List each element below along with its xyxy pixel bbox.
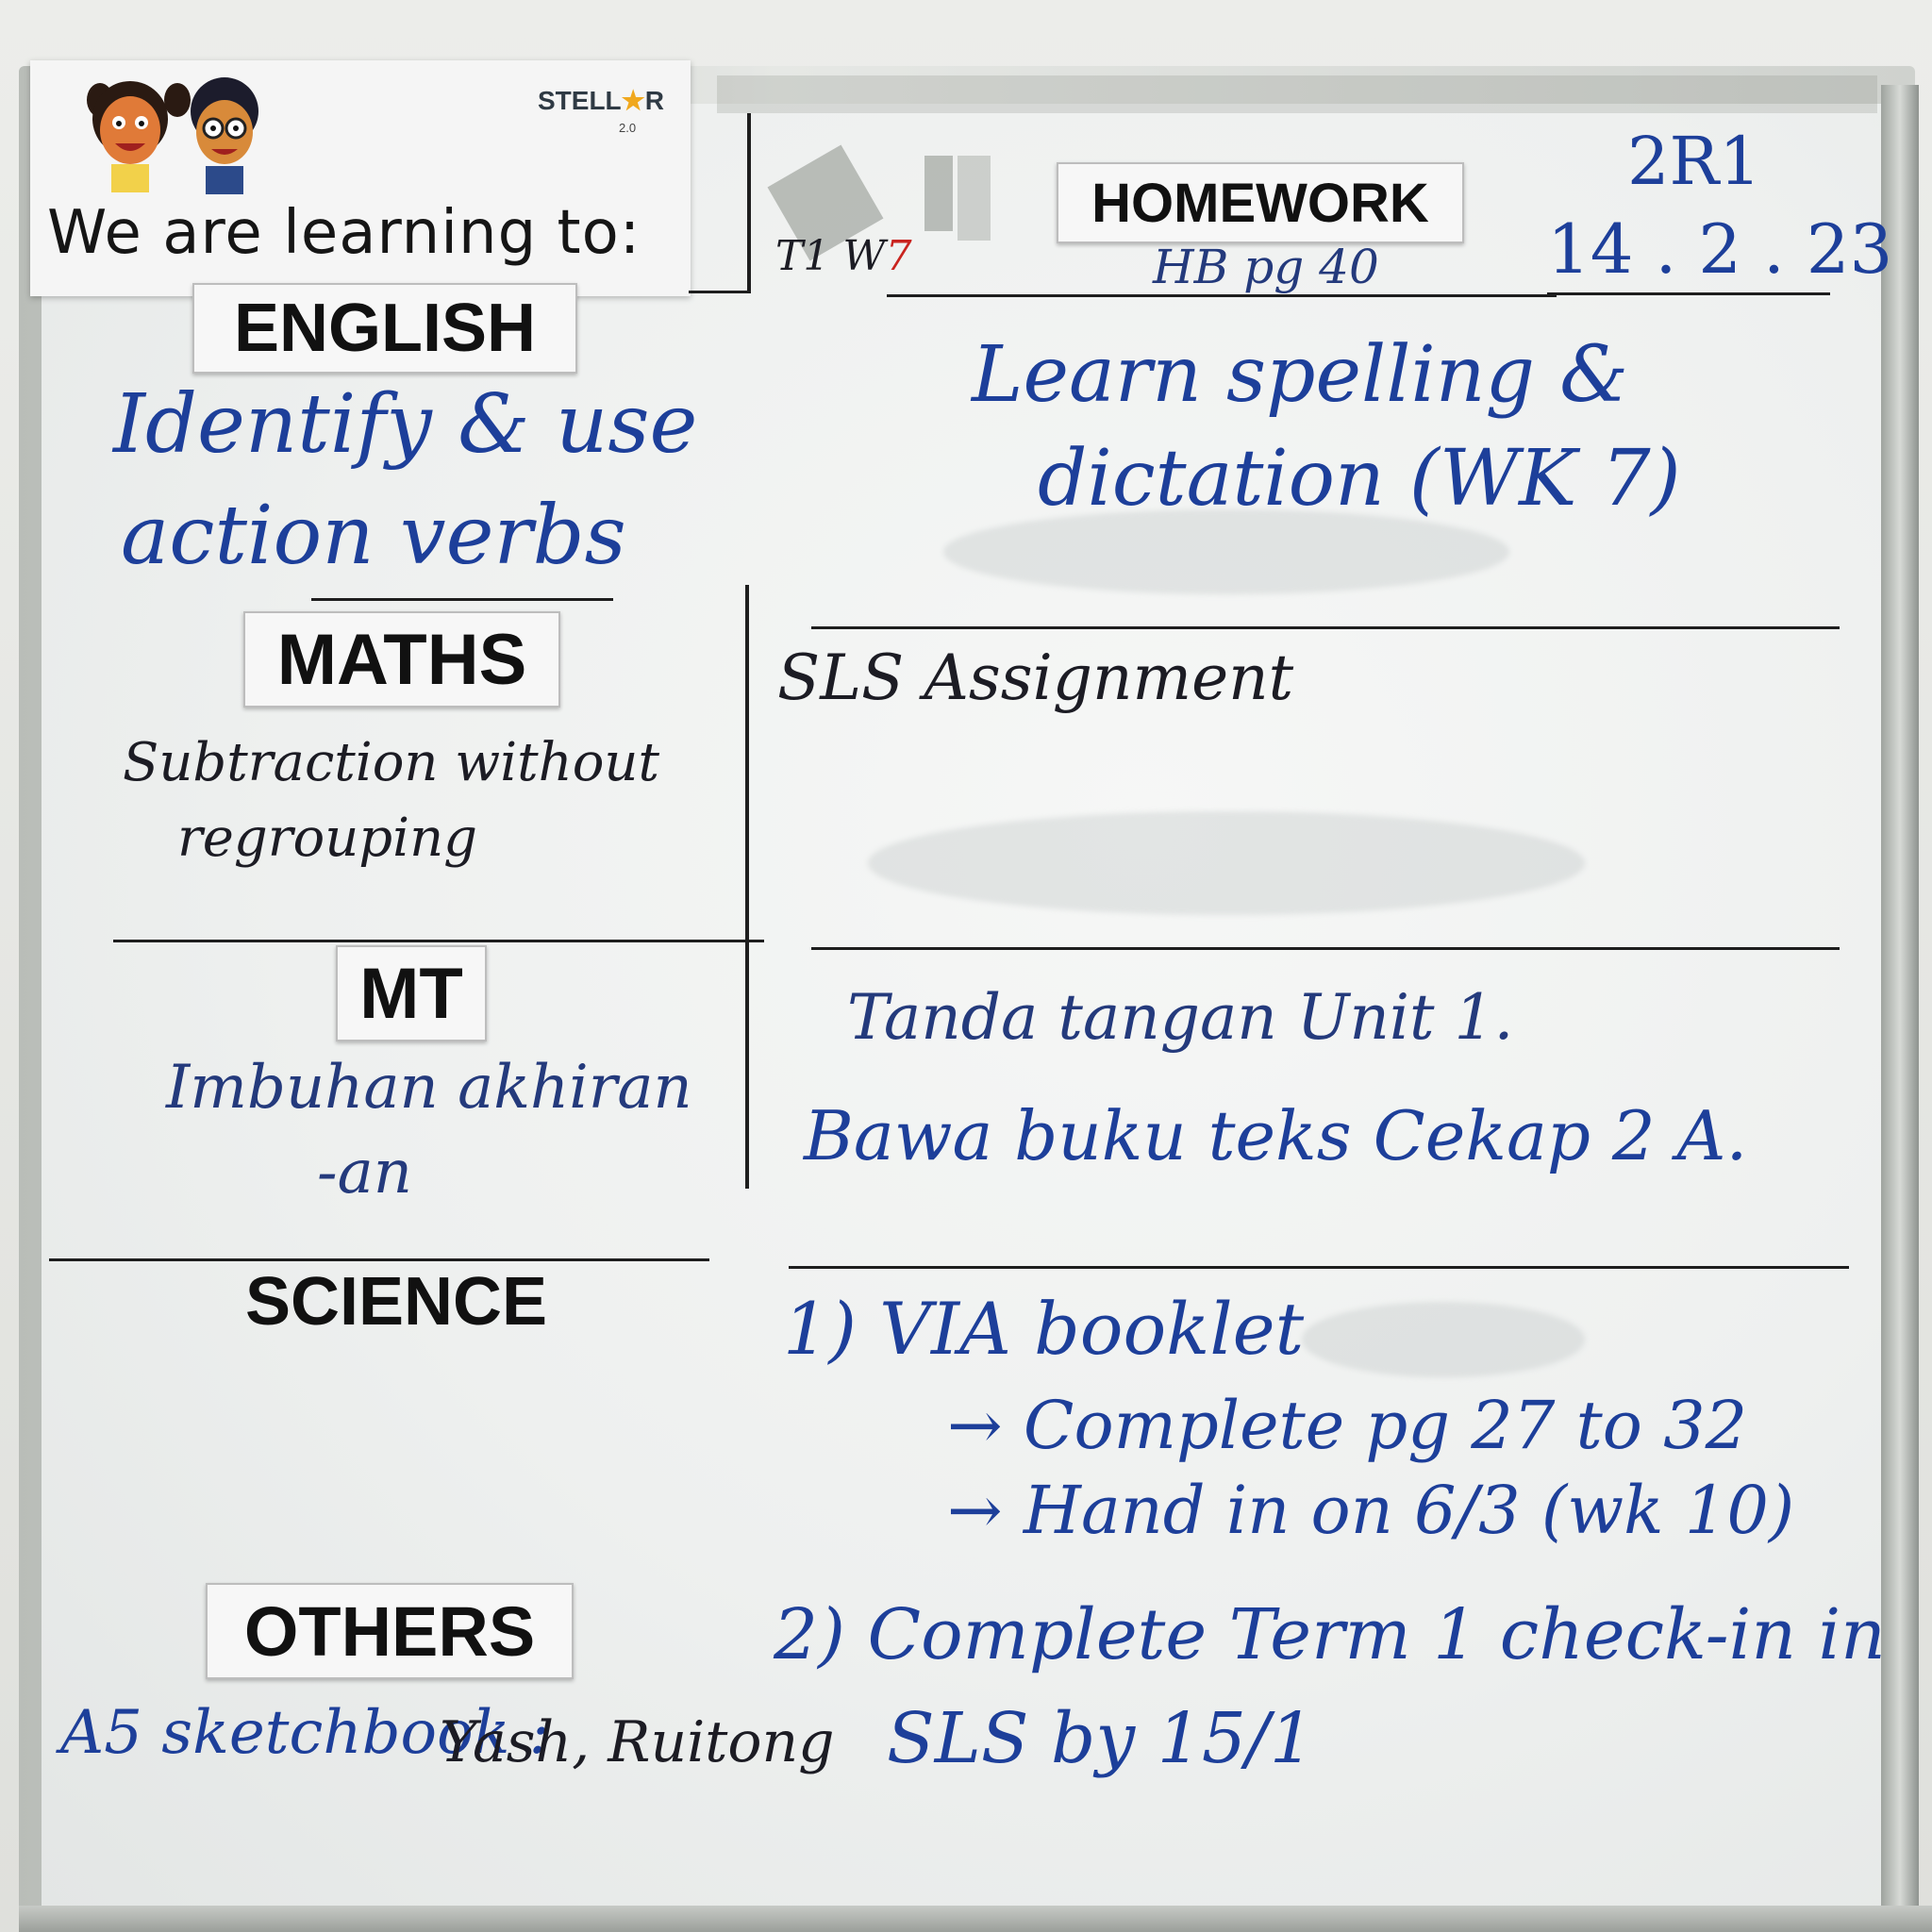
maths-objective-line1: Subtraction without: [123, 732, 659, 793]
mt-homework-line2: Bawa buku teks Cekap 2 A.: [804, 1096, 1748, 1175]
stellar-logo-version: 2.0: [619, 121, 637, 135]
star-icon: ★: [621, 86, 645, 115]
mt-homework-line: [789, 1266, 1849, 1269]
whiteboard-frame-right-edge: [1881, 85, 1919, 1924]
mt-objective-line1: Imbuhan akhiran: [166, 1053, 692, 1123]
maths-homework: SLS Assignment: [777, 641, 1294, 714]
whiteboard-frame-bottom-edge: [19, 1906, 1932, 1932]
term-week-marker: T1 W7: [775, 232, 912, 280]
date: 14 . 2 . 23: [1547, 209, 1893, 289]
stellar-logo: STELL★R: [538, 86, 665, 115]
science-homework-item2-line2: SLS by 15/1: [887, 1698, 1314, 1779]
science-homework-sub2: → Hand in on 6/3 (wk 10): [947, 1472, 1795, 1549]
mt-objective-line2: -an: [317, 1138, 412, 1208]
english-objective-line2: action verbs: [121, 489, 626, 583]
maths-objective-line2: regrouping: [177, 808, 477, 869]
eraser-smudge: [868, 811, 1585, 915]
others-label: OTHERS: [206, 1583, 574, 1679]
learning-objective-title: We are learning to:: [47, 198, 641, 268]
mt-homework-line1: Tanda tangan Unit 1.: [847, 981, 1514, 1054]
tape-residue: [924, 156, 953, 231]
handbook-page: HB pg 40: [1153, 240, 1379, 294]
divider-vertical-middle: [745, 585, 749, 1189]
class-name: 2R1: [1627, 123, 1761, 200]
english-objective-line1: Identify & use: [113, 377, 698, 472]
maths-section-line: [113, 940, 764, 942]
science-homework-item1: 1) VIA booklet: [783, 1287, 1305, 1371]
science-label: SCIENCE: [244, 1264, 548, 1340]
english-homework-line2: dictation (WK 7): [1038, 434, 1681, 524]
english-homework-line: [811, 626, 1840, 629]
tape-residue: [958, 156, 991, 241]
divider-vertical-top: [747, 113, 751, 292]
homework-label: HOMEWORK: [1057, 162, 1464, 243]
header-underline: [887, 294, 1557, 297]
divider-tick: [689, 291, 751, 293]
eraser-smudge: [1302, 1302, 1585, 1377]
mt-label: MT: [336, 945, 487, 1041]
cartoon-children-icon: [74, 62, 262, 204]
mt-section-line: [49, 1258, 709, 1261]
science-homework-sub1: → Complete pg 27 to 32: [947, 1387, 1748, 1464]
others-objective-blue: A5 sketchbook :: [60, 1698, 550, 1768]
date-underline: [1547, 292, 1830, 295]
science-homework-item2-line1: 2) Complete Term 1 check-in in: [774, 1594, 1886, 1675]
tape-residue: [717, 75, 1877, 113]
english-section-line: [311, 598, 613, 601]
maths-homework-line: [811, 947, 1840, 950]
english-label: ENGLISH: [192, 283, 577, 374]
others-objective-black: Yash, Ruitong: [440, 1709, 835, 1775]
english-homework-line1: Learn spelling &: [972, 330, 1629, 420]
maths-label: MATHS: [243, 611, 560, 708]
